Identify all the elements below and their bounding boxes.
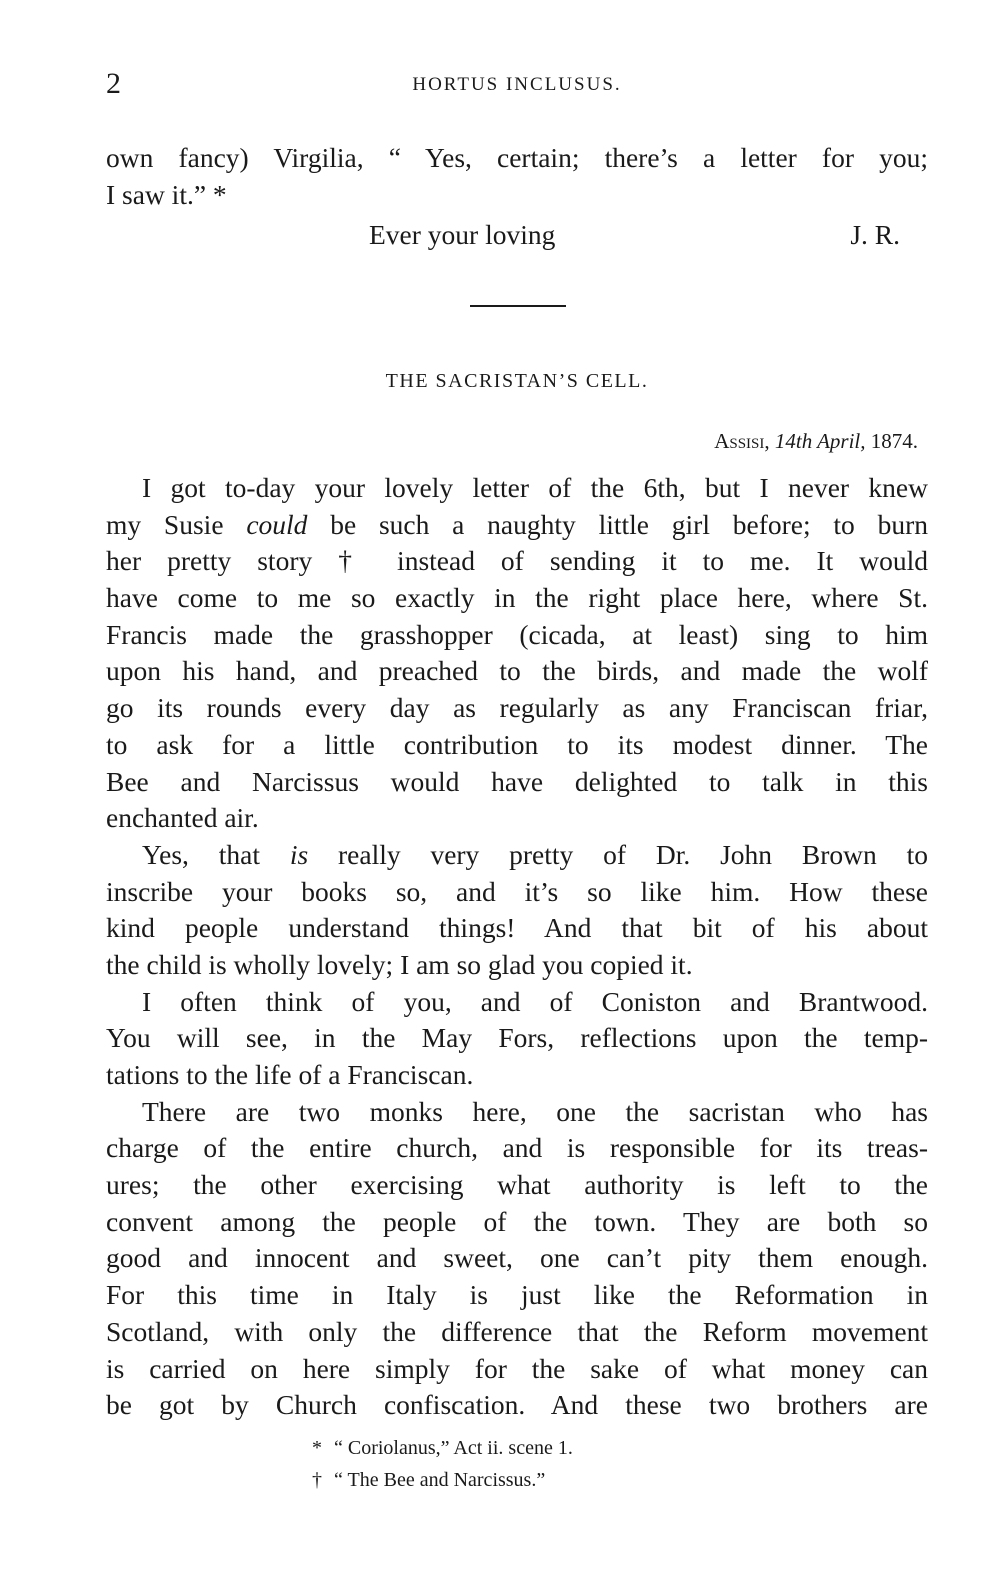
text-line: upon his hand, and preached to the birds, and made the wolf (106, 655, 928, 687)
text-line: There are two monks here, one the sacristan who has (142, 1095, 928, 1127)
text-fragment: Yes, that (142, 838, 260, 870)
text-line: charge of the entire church, and is responsible for its treas- (106, 1132, 928, 1164)
footnote-text: “ The Bee and Narcissus.” (334, 1469, 546, 1491)
text-line (106, 837, 928, 874)
text-line: For this time in Italy is just like the Reformation in (106, 1279, 928, 1311)
section-title: THE SACRISTAN’S CELL. (385, 370, 649, 392)
footnote-text: “ Coriolanus,” Act ii. scene 1. (334, 1437, 573, 1459)
emphasis: is (289, 838, 309, 870)
text-line: I saw it.” * (106, 178, 227, 210)
text-line: go its rounds every day as regularly as any Franciscan friar, (106, 692, 928, 724)
text-line: to ask for a little contribution to its modest dinner. The (106, 728, 928, 760)
footnote (312, 1432, 573, 1464)
footnote (312, 1464, 573, 1496)
text-line: kind people understand things! And that bit of his about (106, 912, 928, 944)
page-number: 2 (106, 67, 121, 100)
emphasis: could (246, 508, 308, 540)
text-line: convent among the people of the town. They are both so (106, 1205, 928, 1237)
continuation-text (106, 140, 928, 213)
footnote-mark: † (312, 1469, 322, 1491)
footnote-mark: * (312, 1437, 322, 1459)
footnotes (312, 1432, 573, 1496)
section-divider (470, 305, 566, 307)
dateline-place: Assisi, (714, 429, 770, 453)
text-line: inscribe your books so, and it’s so like him. How these (106, 875, 928, 907)
text-line: have come to me so exactly in the right place here, where St. (106, 582, 928, 614)
running-head (106, 66, 928, 102)
text-line: the child is wholly lovely; I am so glad you copied it. (106, 948, 693, 980)
letter-body (106, 470, 928, 1424)
text-line: Francis made the grasshopper (cicada, at least) sing to him (106, 618, 928, 650)
letter-signoff (106, 215, 928, 255)
text-line: I got to-day your lovely letter of the 6th, but I never knew (142, 472, 928, 503)
text-line: be got by Church confiscation. And these two brothers are (106, 1389, 928, 1421)
text-fragment: my Susie (106, 508, 224, 540)
text-line: own fancy) Virgilia, “ Yes, certain; there’s a letter for you; (106, 142, 928, 173)
closing-phrase: Ever your loving (369, 219, 556, 250)
text-line: good and innocent and sweet, one can’t pity them enough. (106, 1242, 928, 1274)
text-line: Bee and Narcissus would have delighted to talk in this (106, 765, 928, 797)
dateline-date: 14th April, (774, 429, 866, 453)
text-line: tations to the life of a Franciscan. (106, 1059, 474, 1090)
text-line (106, 507, 928, 544)
text-fragment: really very pretty of Dr. John Brown to (338, 838, 928, 870)
text-line: I often think of you, and of Coniston and Brantwood. (142, 985, 928, 1017)
signature-initials: J. R. (850, 219, 900, 250)
text-line: Scotland, with only the difference that the Reform movement (106, 1315, 928, 1347)
text-line: You will see, in the May Fors, reflections upon the temp- (106, 1022, 928, 1054)
text-line: enchanted air. (106, 802, 259, 834)
dateline-year: 1874. (870, 429, 918, 453)
dateline (714, 426, 918, 456)
running-title: HORTUS INCLUSUS. (412, 74, 622, 95)
text-line: her pretty story † instead of sending it to me. It would (106, 545, 928, 577)
text-line: ures; the other exercising what authority is left to the (106, 1169, 928, 1201)
text-fragment: be such a naughty little girl before; to burn (330, 508, 928, 540)
text-line: is carried on here simply for the sake of what money can (106, 1352, 928, 1384)
